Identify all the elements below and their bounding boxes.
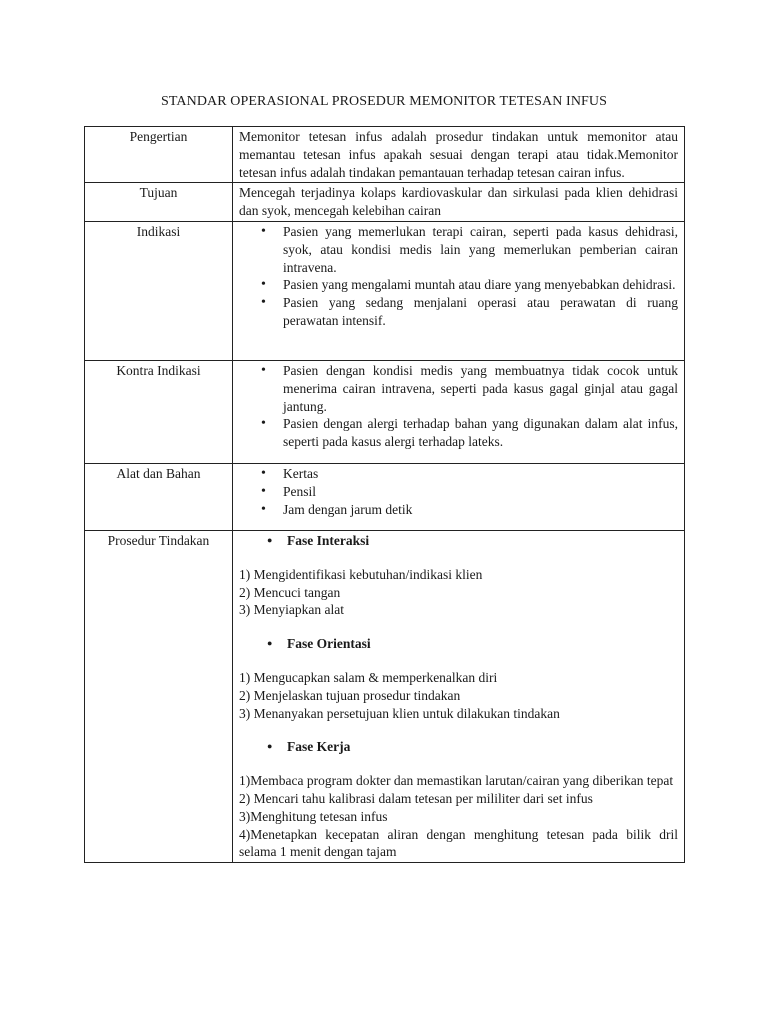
list-item: • Kertas <box>283 465 678 483</box>
label-kontra-indikasi: Kontra Indikasi <box>85 360 233 463</box>
alat-cell <box>233 463 685 530</box>
step-item: 2) Menjelaskan tujuan prosedur tindakan <box>239 687 461 703</box>
row-indikasi <box>85 221 685 360</box>
step-item: 4)Menetapkan kecepatan aliran dengan menghitung tetesan pada bilik dril selama 1 menit dengan tajam <box>239 826 678 860</box>
list-item: • Pasien dengan alergi terhadap bahan yang digunakan dalam alat infus, seperti pada kasus alergi terhadap lateks. <box>283 415 678 451</box>
indikasi-cell <box>233 221 685 360</box>
phase-heading: ● Fase Interaksi <box>239 532 678 550</box>
step-item: 2) Mencuci tangan <box>239 584 341 600</box>
pengertian-text: Memonitor tetesan infus adalah prosedur tindakan untuk memonitor atau memantau tetesan infus apakah sesuai dengan terapi atau tidak.Memonitor tetesan infus adalah tindakan pemantauan terhadap tetesan cairan infus. <box>233 127 685 183</box>
row-pengertian <box>85 127 685 183</box>
prosedur-cell <box>233 530 685 862</box>
label-prosedur: Prosedur Tindakan <box>85 530 233 862</box>
list-item: • Pasien yang memerlukan terapi cairan, seperti pada kasus dehidrasi, syok, atau kondisi medis lain yang memerlukan pemberian cairan intravena. <box>283 223 678 276</box>
step-item: 3)Menghitung tetesan infus <box>239 808 388 824</box>
step-item: 1) Mengucapkan salam & memperkenalkan diri <box>239 669 498 685</box>
step-item: 3) Menanyakan persetujuan klien untuk dilakukan tindakan <box>239 705 560 721</box>
step-item: 1) Mengidentifikasi kebutuhan/indikasi klien <box>239 566 483 582</box>
step-item: 3) Menyiapkan alat <box>239 602 344 618</box>
list-item: • Jam dengan jarum detik <box>283 501 678 519</box>
row-prosedur <box>85 530 685 862</box>
kontra-list <box>239 362 678 451</box>
kontra-cell <box>233 360 685 463</box>
list-item: • Pasien yang mengalami muntah atau diare yang menyebabkan dehidrasi. <box>283 276 678 294</box>
list-item: • Pensil <box>283 483 678 501</box>
document-title: STANDAR OPERASIONAL PROSEDUR MEMONITOR TETESAN INFUS <box>160 94 608 109</box>
list-item: • Pasien yang sedang menjalani operasi atau perawatan di ruang perawatan intensif. <box>283 294 678 330</box>
phase-steps <box>239 669 678 722</box>
indikasi-list <box>239 223 678 330</box>
step-item: 2) Mencari tahu kalibrasi dalam tetesan per mililiter dari set infus <box>239 790 593 806</box>
label-alat-bahan: Alat dan Bahan <box>85 463 233 530</box>
sop-table <box>84 126 685 863</box>
label-pengertian: Pengertian <box>85 127 233 183</box>
phase-steps <box>239 772 678 861</box>
row-alat-bahan <box>85 463 685 530</box>
list-item: • Pasien dengan kondisi medis yang membuatnya tidak cocok untuk menerima cairan intravena, seperti pada kasus gagal ginjal atau gagal jantung. <box>283 362 678 415</box>
row-kontra-indikasi <box>85 360 685 463</box>
phase-heading: ● Fase Orientasi <box>239 635 678 653</box>
alat-list <box>239 465 678 518</box>
tujuan-text: Mencegah terjadinya kolaps kardiovaskular dan sirkulasi pada klien dehidrasi dan syok, mencegah kelebihan cairan <box>233 183 685 222</box>
label-tujuan: Tujuan <box>85 183 233 222</box>
phase-heading: ● Fase Kerja <box>239 738 678 756</box>
row-tujuan <box>85 183 685 222</box>
phase-steps <box>239 566 678 619</box>
step-item: 1)Membaca program dokter dan memastikan larutan/cairan yang diberikan tepat <box>239 773 674 789</box>
label-indikasi: Indikasi <box>85 221 233 360</box>
